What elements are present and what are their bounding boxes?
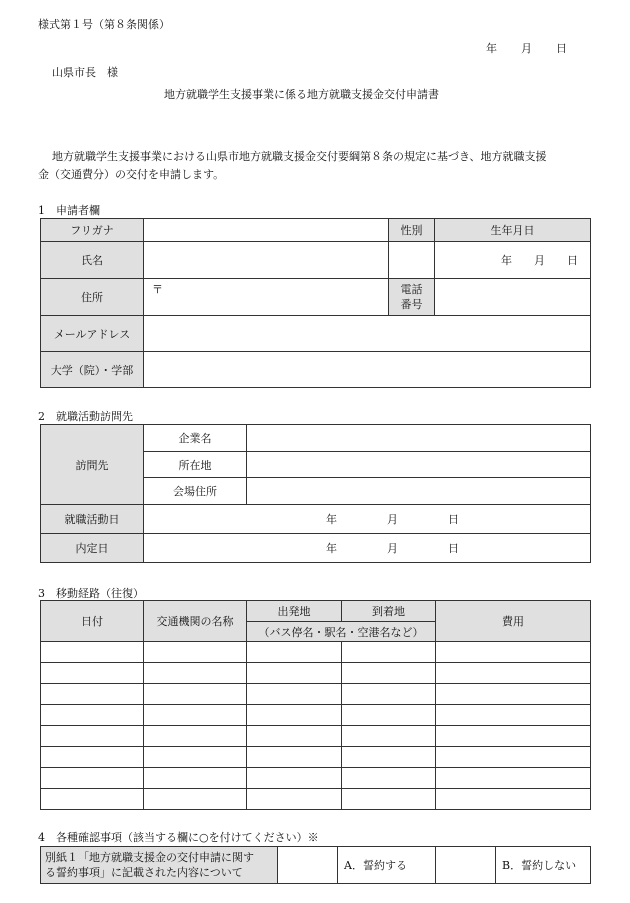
table-row	[41, 684, 591, 705]
table-row	[41, 747, 591, 768]
pledge-item-label: 別紙１「地方就職支援金の交付申請に関す る誓約事項」に記載された内容について	[41, 847, 278, 884]
date-year-label: 年	[486, 42, 497, 55]
offer-date-field[interactable]: 年 月 日	[144, 534, 591, 563]
postal-mark: 〒	[152, 283, 163, 296]
table-row	[41, 663, 591, 684]
offer-date-label: 内定日	[41, 534, 144, 563]
option-b-label: B．誓約しない	[496, 847, 591, 884]
furigana-field[interactable]	[144, 219, 389, 242]
date-month-label: 月	[521, 42, 532, 55]
section3-heading: 3 移動経路（往復）	[38, 587, 144, 600]
form-number: 様式第１号（第８条関係）	[38, 18, 170, 31]
name-field[interactable]	[144, 242, 389, 279]
route-date-header: 日付	[41, 601, 144, 642]
company-label: 企業名	[144, 425, 247, 452]
intro-text-line2: 金（交通費分）の交付を申請します。	[38, 168, 225, 181]
table-row	[41, 642, 591, 663]
birth-month-label: 月	[534, 254, 545, 267]
gender-label: 性別	[389, 219, 435, 242]
addressee: 山県市長 様	[52, 66, 118, 79]
visit-table	[40, 424, 591, 563]
table-row	[41, 705, 591, 726]
address-field[interactable]	[144, 279, 389, 316]
section1-heading: 1 申請者欄	[38, 204, 100, 217]
option-a-label: A．誓約する	[338, 847, 436, 884]
company-field[interactable]	[247, 425, 591, 452]
section2-heading: 2 就職活動訪問先	[38, 410, 133, 423]
activity-date-field[interactable]: 年 月 日	[144, 505, 591, 534]
birth-year-label: 年	[501, 254, 512, 267]
route-cost-header: 費用	[436, 601, 591, 642]
route-arrival-header: 到着地	[342, 601, 436, 622]
venue-label: 会場住所	[144, 478, 247, 505]
email-label: メールアドレス	[41, 316, 144, 352]
furigana-label: フリガナ	[41, 219, 144, 242]
phone-label: 電話 番号	[389, 279, 435, 316]
university-label: 大学（院）・学部	[41, 352, 144, 388]
applicant-table	[40, 218, 591, 388]
gender-field[interactable]	[389, 242, 435, 279]
location-field[interactable]	[247, 452, 591, 478]
route-place-note: （バス停名・駅名・空港名など）	[247, 622, 436, 642]
table-row	[41, 789, 591, 810]
activity-date-label: 就職活動日	[41, 505, 144, 534]
university-field[interactable]	[144, 352, 591, 388]
option-b-mark-field[interactable]	[436, 847, 496, 884]
email-field[interactable]	[144, 316, 591, 352]
table-row	[41, 726, 591, 747]
birthdate-label: 生年月日	[435, 219, 591, 242]
address-label: 住所	[41, 279, 144, 316]
confirmation-table	[40, 846, 591, 884]
route-table	[40, 600, 591, 810]
birth-day-label: 日	[567, 254, 578, 267]
venue-field[interactable]	[247, 478, 591, 505]
visit-label: 訪問先	[41, 425, 144, 505]
phone-field[interactable]	[435, 279, 591, 316]
route-departure-header: 出発地	[247, 601, 342, 622]
intro-text-line1: 地方就職学生支援事業における山県市地方就職支援金交付要綱第８条の規定に基づき、地方就職支援	[52, 150, 547, 163]
section4-heading: 4 各種確認事項（該当する欄に○を付けてください）※	[38, 831, 319, 844]
option-a-mark-field[interactable]	[278, 847, 338, 884]
route-transport-header: 交通機関の名称	[144, 601, 247, 642]
date-day-label: 日	[556, 42, 567, 55]
name-label: 氏名	[41, 242, 144, 279]
table-row	[41, 768, 591, 789]
location-label: 所在地	[144, 452, 247, 478]
page-title: 地方就職学生支援事業に係る地方就職支援金交付申請書	[164, 88, 439, 101]
birthdate-field[interactable]	[435, 242, 591, 279]
